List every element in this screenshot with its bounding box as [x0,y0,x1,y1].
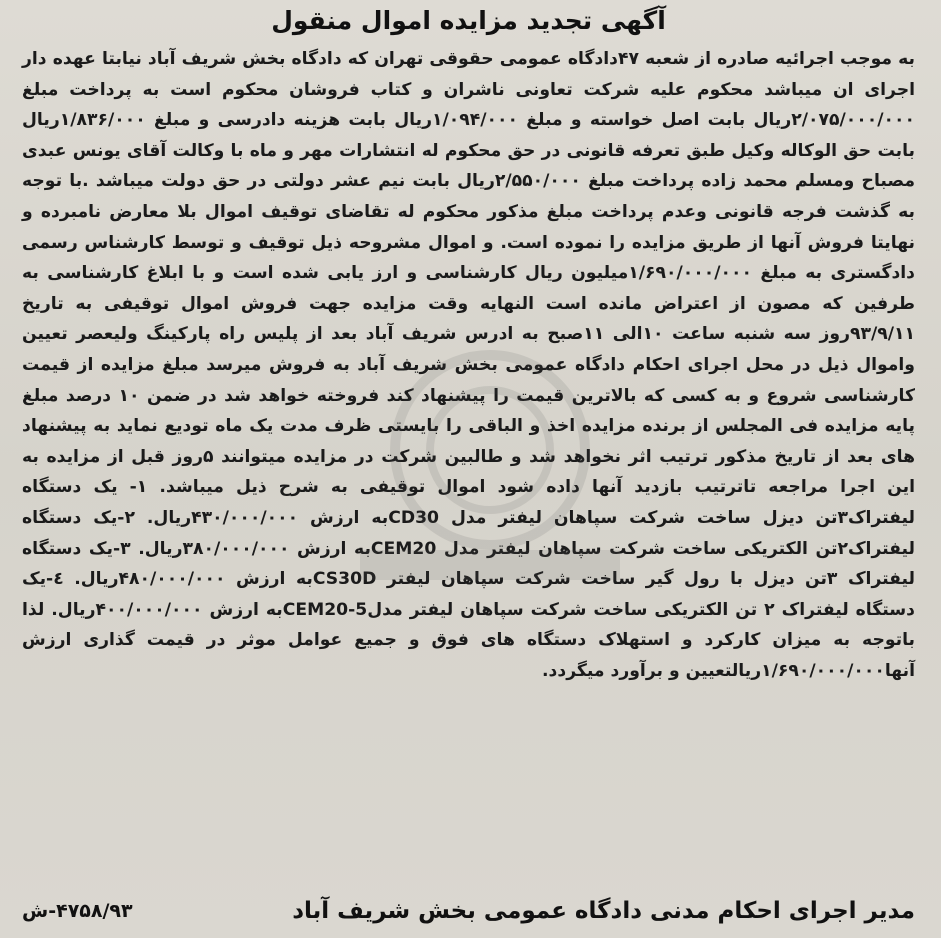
signature-line: مدیر اجرای احکام مدنی دادگاه عمومی بخش شریف آباد [292,898,915,924]
notice-code: ۴۷۵۸/۹۳-ش [22,900,133,922]
notice-body: به موجب اجرائیه صادره از شعبه ۴۷دادگاه عمومی حقوقی تهران که دادگاه بخش شریف آباد نیابتا عهده دار اجرای ان میباشد محکوم علیه شرکت تعاونی ناشران و کتاب فروشان محکوم است به پرداخت مبلغ ۲/۰۷۵/۰۰۰/۰۰۰ریال بابت اصل خواسته و مبلغ ۱/۰۹۴/۰۰۰ریال بابت هزینه دادرسی و مبلغ ۱/۸۳۶/۰۰۰ریال بابت حق الوکاله وکیل طبق تعرفه قانونی در حق محکوم له انتشارات مهر و ماه با وکالت آقای یونس عبدی مصباح ومسلم محمد زاده پرداخت مبلغ ۲/۵۵۰/۰۰۰ریال بابت نیم عشر دولتی در حق دولت میباشد .با توجه به گذشت فرجه قانونی وعدم پرداخت مبلغ مذکور محکوم له تقاضای توقیف اموال بلا معارض نامبرده و نهایتا فروش آنها از طریق مزایده را نموده است. و اموال مشروحه ذیل توقیف و توسط کارشناس رسمی دادگستری به مبلغ ۱/۶۹۰/۰۰۰/۰۰۰میلیون ریال کارشناسی و ارز یابی شده است و با ابلاغ کارشناسی به طرفین که مصون از اعتراض مانده است النهایه وقت مزایده جهت فروش اموال توقیفی به تاریخ ۹۳/۹/۱۱روز سه شنبه ساعت ۱۰الی ۱۱صبح به ادرس شریف آباد بعد از پلیس راه پارکینگ ولیعصر تعیین واموال ذیل در محل اجرای احکام دادگاه عمومی بخش شریف آباد به فروش میرسد مبلغ مزایده از قیمت کارشناسی شروع و به کسی که بالاترین قیمت را پیشنهاد کند فروخته خواهد شد در ضمن ۱۰ درصد مبلغ پایه مزایده فی المجلس از برنده مزایده اخذ و الباقی را بایستی ظرف مدت یک ماه تودیع نماید به پیشنهاد های بعد از تاریخ مذکور ترتیب اثر نخواهد شد و طالبین شرکت در مزایده میتوانند ۵روز قبل از مزایده به این اجرا مراجعه تاترتیب بازدید آنها داده شود اموال توقیفی به شرح ذیل میباشد. ۱- یک دستگاه لیفتراک۳تن دیزل ساخت شرکت سپاهان لیفتر مدل CD30به ارزش ۴۳۰/۰۰۰/۰۰۰ریال. ۲-یک دستگاه لیفتراک۲تن الکتریکی ساخت شرکت سپاهان لیفتر مدل CEM20به ارزش ۳۸۰/۰۰۰/۰۰۰ریال. ۳-یک دستگاه لیفتراک ۳تن دیزل با رول گیر ساخت شرکت سپاهان لیفتر CS30Dبه ارزش ۴۸۰/۰۰۰/۰۰۰ریال. ٤-یک دستگاه لیفتراک ۲ تن الکتریکی ساخت شرکت سپاهان لیفتر مدلCEM20-5به ارزش ۴۰۰/۰۰۰/۰۰۰ریال. لذا باتوجه به میزان کارکرد و استهلاک دستگاه های فوق و جمیع عوامل موثر در قیمت گذاری ارزش آنها۱/۶۹۰/۰۰۰/۰۰۰ریالتعیین و برآورد میگردد. [22,49,915,681]
notice-footer [22,896,915,926]
notice-title: آگهی تجدید مزایده اموال منقول [271,6,666,35]
